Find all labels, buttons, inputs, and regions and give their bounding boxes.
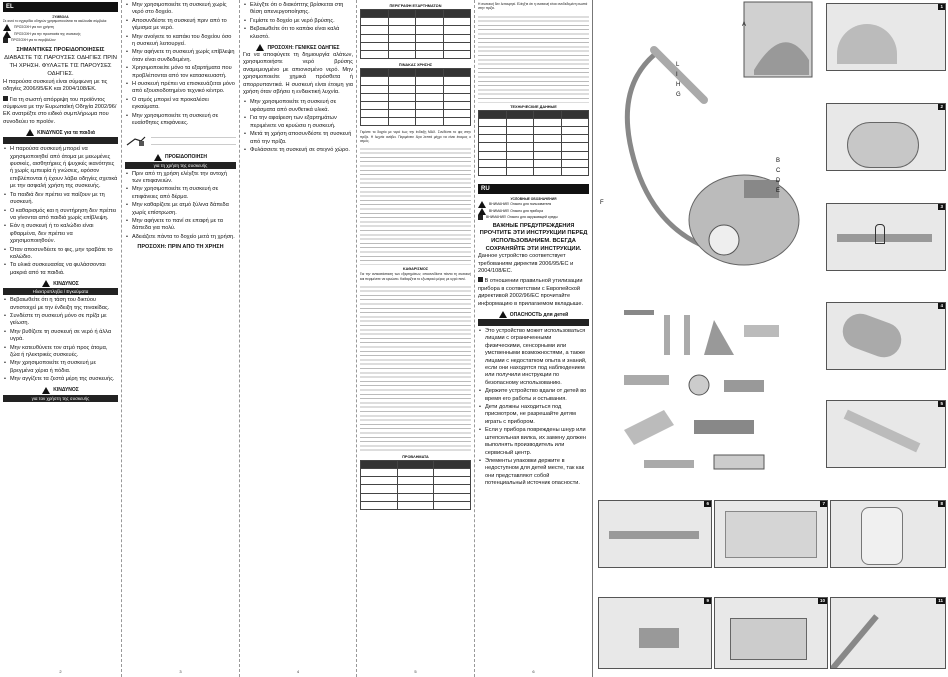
table-cell (479, 151, 507, 159)
bullet-item: • Μην χρησιμοποιείτε τη συσκευή σε επιφάνειες από δέρμα. (125, 186, 236, 201)
table-cell (534, 135, 562, 143)
table-cell (361, 118, 389, 126)
warning-icon (478, 208, 486, 215)
bullet-item: • Μην χρησιμοποιείτε τη συσκευή σε ευαίσθητες επιφάνειες. (125, 113, 236, 128)
figure-8: 8 (830, 500, 946, 568)
label-c: C (776, 168, 781, 174)
bullet-list (478, 328, 589, 488)
table-cell (416, 50, 444, 58)
table-cell (443, 34, 471, 42)
table-cell (416, 34, 444, 42)
column-4 (357, 0, 475, 677)
label-f: F (600, 200, 604, 206)
table-cell (397, 469, 434, 477)
bullet-item: • Όταν αποσυνδέετε το φις, μην τραβάτε το καλώδιο. (3, 247, 118, 262)
figure-1: 1 (826, 3, 946, 71)
symbols-heading: ΣΥΜΒΟΛΑ (52, 15, 69, 19)
table-row (361, 493, 471, 501)
table-row (361, 42, 471, 50)
table-row (361, 10, 471, 18)
bullet-item: • Πριν από τη χρήση ελέγξτε την αντοχή των επιφανειών. (125, 171, 236, 186)
danger-subtitle: Ηλεκτροπληξία / Εγκαύματα (3, 288, 118, 295)
table-cell (443, 10, 471, 18)
bullet-item: • Держите устройство вдали от детей во время его работы и остывания. (478, 388, 589, 403)
warning-subtitle: για τη χρήση της συσκευής (125, 162, 236, 169)
table-cell (561, 118, 589, 126)
symbol-row: ВНИМАНИЕ! Опасно для окружающей среды (478, 215, 589, 220)
important-warnings-title: ΣΗΜΑΝΤΙΚΕΣ ΠΡΟΕΙΔΟΠΟΙΗΣΕΙΣ (16, 46, 105, 53)
table-cell (416, 42, 444, 50)
recycle-icon (478, 215, 483, 220)
troubleshooting-table (360, 460, 471, 510)
table-cell (388, 50, 416, 58)
bullet-list (125, 2, 236, 128)
environment-note: Για τη σωστή απόρριψη του προϊόντος σύμφωνα με την Ευρωπαϊκή Οδηγία 2002/96/ΕΚ ανατρέξτε στο ειδικό συμπλήρωμα που συνοδεύει το προϊόν. (3, 96, 117, 125)
table-cell (397, 493, 434, 501)
bullet-item: • Μην κατευθύνετε τον ατμό προς άτομα, ζώα ή ηλεκτρικές συσκευές. (3, 345, 118, 360)
table-cell (506, 118, 534, 126)
accessory (694, 420, 754, 434)
table-cell (388, 77, 416, 85)
bullet-item: • Τα παιδιά δεν πρέπει να παίζουν με τη συσκευή. (3, 192, 118, 207)
bullet-list (3, 297, 118, 383)
table-row (361, 77, 471, 85)
table-title: ΚΑΘΑΡΙΣΜΟΣ (402, 267, 429, 272)
bullet-item: • Μην χρησιμοποιείτε τη συσκευή χωρίς νερό στο δοχείο. (125, 2, 236, 17)
directive-note: Η παρούσα συσκευή είναι σύμφωνη με τις οδηγίες 2006/95/ΕΚ και 2004/108/ΕΚ. (3, 78, 108, 93)
table-cell (479, 135, 507, 143)
table-cell (443, 110, 471, 118)
table-cell (397, 485, 434, 493)
bullet-item: • Συνδέστε τη συσκευή μόνο σε πρίζα με γείωση. (3, 313, 118, 328)
caution-heading: ΠΡΟΣΟΧΗ: ΠΡΙΝ ΑΠΟ ΤΗ ΧΡΗΣΗ (137, 244, 224, 251)
page-number: 6 (532, 669, 535, 674)
steam-cleaner-figure (594, 0, 814, 300)
table-row (361, 85, 471, 93)
table-cell (361, 85, 389, 93)
table-row (479, 135, 589, 143)
wheel (709, 225, 739, 255)
table-cell (506, 110, 534, 118)
bullet-item: • Γεμίστε το δοχείο με νερό βρύσης. (243, 18, 353, 25)
table-cell (534, 143, 562, 151)
table-row (361, 118, 471, 126)
label-i: I (676, 72, 678, 78)
table-title: ТЕХНИЧЕСКИЕ ДАННЫЕ (510, 104, 557, 109)
handle (744, 180, 779, 198)
accessory (644, 460, 694, 468)
environment-note: В отношении правильной утилизации прибора в соответствии с Европейской директивой 2002/96/ЕС прочитайте информацию в прилагаемом вкладыше. (478, 278, 584, 307)
table-cell (361, 469, 398, 477)
bin-icon (478, 277, 483, 282)
column-1 (0, 0, 122, 677)
warning-icon (3, 31, 11, 38)
table-cell (443, 42, 471, 50)
table-row (361, 18, 471, 26)
table-cell (361, 460, 398, 468)
table-cell (506, 126, 534, 134)
page-number: 4 (296, 669, 300, 674)
table-cell (388, 10, 416, 18)
table-row (479, 159, 589, 167)
bullet-item: • Μην αγγίζετε τα ζεστά μέρη της συσκευής. (3, 376, 118, 383)
cleaning-text: Για την αντικατάσταση των εξαρτημάτων, αποσυνδέστε πάντα τη συσκευή και περιμένετε να κρυώσει. Καθαρίζετε το εξωτερικό μέρος με υγρό πανί. (360, 272, 471, 281)
warning-icon (3, 24, 11, 31)
table-cell (416, 118, 444, 126)
table-cell (561, 110, 589, 118)
table-row (479, 151, 589, 159)
table-row (361, 110, 471, 118)
warning-heading: ΠΡΟΕΙΔΟΠΟΙΗΣΗ (125, 154, 236, 161)
table-cell (443, 93, 471, 101)
column-2 (122, 0, 240, 677)
table-cell (434, 469, 471, 477)
bullet-item: • Μην αφήνετε τη συσκευή χωρίς επίβλεψη όταν είναι συνδεδεμένη. (125, 49, 236, 64)
warning-icon (26, 129, 34, 136)
table-cell (416, 93, 444, 101)
bullet-item: • Ελέγξτε ότι ο διακόπτης βρίσκεται στη θέση απενεργοποίησης. (243, 2, 353, 17)
bullet-item: • Ο καθαρισμός και η συντήρηση δεν πρέπει να γίνονται από παιδιά χωρίς επίβλεψη. (3, 208, 118, 223)
table-title: ΠΙΝΑΚΑΣ ΧΡΗΣΗΣ (398, 63, 433, 68)
table-cell (443, 50, 471, 58)
label-a: A (742, 22, 747, 28)
table-cell (361, 10, 389, 18)
bullet-item: • Μετά τη χρήση αποσυνδέστε τη συσκευή από την πρίζα. (243, 131, 353, 146)
table-cell (416, 77, 444, 85)
table-cell (534, 151, 562, 159)
figure-9: 9 (598, 597, 712, 669)
accessory (684, 315, 690, 355)
table-cell (361, 93, 389, 101)
bullet-item: • Ο ατμός μπορεί να προκαλέσει εγκαύματα. (125, 97, 236, 112)
technical-table (478, 110, 589, 177)
table-cell (361, 18, 389, 26)
table-cell (416, 69, 444, 77)
bullet-item: • Φυλάσσετε τη συσκευή σε στεγνό χώρο. (243, 147, 353, 154)
danger-heading: ΚΙΝΔΥΝΟΣ για τα παιδιά (3, 129, 118, 136)
recycle-icon (3, 38, 8, 43)
table-cell (479, 118, 507, 126)
bullet-item: • Η συσκευή πρέπει να επισκευάζεται μόνο από εξουσιοδοτημένο τεχνικό κέντρο. (125, 81, 236, 96)
figure-3: 3 (826, 203, 946, 271)
table-cell (561, 159, 589, 167)
table-cell (388, 69, 416, 77)
table-cell (397, 460, 434, 468)
table-cell (416, 10, 444, 18)
important-lead: ΔΙΑΒΑΣΤΕ ΤΙΣ ΠΑΡΟΥΣΕΣ ΟΔΗΓΙΕΣ ΠΡΙΝ ΤΗ ΧΡΗΣΗ. ΦΥΛΑΞΤΕ ΤΙΣ ΠΑΡΟΥΣΕΣ ΟΔΗΓΙΕΣ. (4, 54, 117, 78)
bullet-item: • Μην χρησιμοποιείτε τη συσκευή σε υφάσματα από συνθετικά υλικά. (243, 99, 353, 114)
hand-illustration-row (125, 131, 236, 151)
bullet-item: • Βεβαιωθείτε ότι το καπάκι είναι καλά κλειστό. (243, 26, 353, 41)
table-cell (361, 477, 398, 485)
table-row (361, 460, 471, 468)
table-cell (479, 126, 507, 134)
usage-table (360, 68, 471, 126)
table-row (479, 126, 589, 134)
bullet-item: • Η παρούσα συσκευή μπορεί να χρησιμοποιηθεί από άτομα με μειωμένες φυσικές, αισθητήριες ή ψυχικές ικανότητες ή χωρίς εμπειρία ή γνώσεις, εφόσον επιβλέπονται ή έχουν λάβει οδηγίες σχετικά με την ασφαλή χρήση της συσκευής. (3, 146, 118, 190)
table-cell (534, 159, 562, 167)
table-cell (397, 477, 434, 485)
table-title: ΠΕΡΙΓΡΑΦΗ ΕΞΑΡΤΗΜΑΤΩΝ (389, 4, 442, 8)
directive-note: Данное устройство соответствует требованиям директив 2006/95/ЕС и 2004/108/ЕС. (478, 253, 574, 274)
table-row (361, 477, 471, 485)
figure-4: 4 (826, 302, 946, 370)
table-cell (416, 26, 444, 34)
table-row (361, 26, 471, 34)
table-cell (416, 110, 444, 118)
figure-10: 10 (714, 597, 828, 669)
text-block (478, 13, 589, 103)
accessory (714, 455, 764, 469)
warning-icon (42, 280, 50, 287)
bullet-item: • Дети должны находиться под присмотром, не разрешайте детям играть с прибором. (478, 404, 589, 426)
figure-2: 2 (826, 103, 946, 171)
caution-heading: ΠΡΟΣΟΧΗ: ΓΕΝΙΚΕΣ ΟΔΗΓΙΕΣ (243, 44, 353, 51)
important-warnings-title: ВАЖНЫЕ ПРЕДУПРЕЖДЕНИЯ (492, 223, 575, 230)
figure-11: 11 (830, 597, 946, 669)
table-cell (561, 126, 589, 134)
table-cell (479, 143, 507, 151)
symbol-row: ВНИМАНИЕ! Опасно для пользователя (478, 201, 589, 208)
bullet-item: • Μην χρησιμοποιείτε τη συσκευή με βρεγμένα χέρια ή πόδια. (3, 360, 118, 375)
table-cell (434, 477, 471, 485)
symbol-row: ΠΡΟΣΟΧΗ για τον χρήστη (3, 24, 118, 31)
accessory (664, 315, 670, 355)
warning-icon (42, 387, 50, 394)
column-3 (240, 0, 357, 677)
page-number: 3 (179, 669, 182, 674)
accessory (624, 375, 669, 385)
page-number: 2 (59, 669, 62, 674)
bullet-list (125, 171, 236, 242)
table-cell (434, 460, 471, 468)
table-cell (361, 77, 389, 85)
table-title: ΠΡΟΒΛΗΜΑΤΑ (402, 454, 429, 459)
bullet-item: • Μην καθαρίζετε με ατμό ξύλινα δάπεδα χωρίς επίστρωση. (125, 202, 236, 217)
table-cell (361, 101, 389, 109)
table-cell (388, 42, 416, 50)
bullet-item: • Αποσυνδέστε τη συσκευή πριν από το γέμισμα με νερό. (125, 18, 236, 33)
table-cell (388, 85, 416, 93)
table-cell (561, 135, 589, 143)
table-cell (443, 18, 471, 26)
bin-icon (3, 96, 8, 101)
table-cell (561, 167, 589, 175)
table-cell (361, 42, 389, 50)
table-cell (561, 143, 589, 151)
accessory (624, 310, 654, 315)
table-cell (416, 85, 444, 93)
page-number: 5 (414, 669, 417, 674)
accessories-figure (604, 300, 804, 490)
table-cell (506, 151, 534, 159)
table-cell (479, 159, 507, 167)
table-cell (388, 118, 416, 126)
table-cell (534, 126, 562, 134)
table-cell (361, 34, 389, 42)
table-cell (434, 501, 471, 509)
bullet-item: • Μην βυθίζετε τη συσκευή σε νερό ή άλλα υγρά. (3, 329, 118, 344)
danger-heading: ΚΙΝΔΥΝΟΣ (3, 280, 118, 287)
text-block (360, 145, 471, 265)
table-cell (361, 69, 389, 77)
figure-6: 6 (598, 500, 712, 568)
symbol-row: ΠΡΟΣΟΧΗ για το περιβάλλον (3, 38, 118, 43)
general-instructions: Για να αποφύγετε τη δημιουργία αλάτων, χρησιμοποιήστε νερό βρύσης αναμεμειγμένο με απιονισμένο νερό. Μην χρησιμοποιείτε χημικά πρόσθετα ή απορρυπαντικά. Η συσκευή είναι έτοιμη για χρήση όταν σβήσει η ενδεικτική λυχνία. (243, 52, 353, 96)
figure-7: 7 (714, 500, 828, 568)
figure-5: 5 (826, 400, 946, 468)
table-row (479, 118, 589, 126)
label-l: L (676, 62, 680, 68)
bullet-item: • Χρησιμοποιείτε μόνο τα εξαρτήματα που προβλέπονται από τον κατασκευαστή. (125, 65, 236, 80)
section-bar (3, 137, 118, 144)
bullet-item: • Βεβαιωθείτε ότι η τάση του δικτύου αντιστοιχεί με την ένδειξη της πινακίδας. (3, 297, 118, 312)
bullet-item: • Εάν η συσκευή ή το καλώδιο είναι φθαρμένα, δεν πρέπει να χρησιμοποιηθούν. (3, 223, 118, 245)
bullet-item: • Μην ανοίγετε το καπάκι του δοχείου όσο η συσκευή λειτουργεί. (125, 34, 236, 49)
symbol-row: ВНИМАНИЕ! Опасно для прибора (478, 208, 589, 215)
usage-text: Γεμίστε το δοχείο με νερό έως την ένδειξη MAX. Συνδέστε το φις στην πρίζα. Η λυχνία ανάβει. Περιμένετε λίγα λεπτά μέχρι να είναι έτοιμος ο ατμός. (360, 130, 471, 144)
table-cell (561, 151, 589, 159)
label-h: H (676, 82, 681, 88)
table-row (479, 143, 589, 151)
column-5 (475, 0, 593, 677)
top-text: Η συσκευή δεν λειτουργεί. Ελέγξτε ότι η συσκευή είναι συνδεδεμένη σωστά στην πρίζα. (478, 2, 588, 11)
bullet-item: • Это устройство может использоваться лицами с ограниченными физическими, сенсорными или умственными возможностями, а также лицами с недостатком опыта и знаний, если они находятся под наблюдением или получили инструкции по безопасному использованию. (478, 328, 589, 387)
table-row (361, 93, 471, 101)
table-row (361, 501, 471, 509)
text-block (360, 283, 471, 453)
danger-heading: ОПАСНОСТЬ для детей (478, 311, 589, 318)
warning-icon (478, 201, 486, 208)
table-row (361, 101, 471, 109)
symbols-heading: УСЛОВНЫЕ ОБОЗНАЧЕНИЯ (510, 197, 557, 202)
label-g: G (676, 92, 681, 98)
accessory (724, 380, 764, 392)
bullet-item: • Если у прибора повреждены шнур или штепсельная вилка, их замену должен выполнять производитель или сервисный центр. (478, 427, 589, 457)
bullet-item: • Μην αφήνετε το πανί σε επαφή με τα δάπεδα για πολύ. (125, 218, 236, 233)
symbol-row: ΠΡΟΣΟΧΗ για την προστασία της συσκευής (3, 31, 118, 38)
table-cell (388, 18, 416, 26)
bullet-list (243, 2, 353, 41)
bullet-list (3, 146, 118, 277)
danger-heading: ΚΙΝΔΥΝΟΣ (3, 387, 118, 394)
table-cell (443, 85, 471, 93)
table-cell (506, 159, 534, 167)
danger-subtitle: για τον χρήστη της συσκευής (3, 395, 118, 402)
table-row (361, 34, 471, 42)
illustration-area (594, 0, 948, 677)
table-cell (434, 485, 471, 493)
table-row (479, 167, 589, 175)
table-cell (443, 69, 471, 77)
label-b: B (776, 158, 781, 164)
table-cell (388, 110, 416, 118)
table-cell (534, 110, 562, 118)
bullet-list (243, 99, 353, 154)
table-row (361, 69, 471, 77)
bullet-item: • Элементы упаковки держите в недоступном для детей месте, так как они представляют собой потенциальный источник опасности. (478, 458, 589, 488)
section-bar (478, 319, 589, 326)
table-row (361, 485, 471, 493)
hand-plug-icon (125, 133, 147, 149)
bullet-item: • Αδειάζετε πάντα το δοχείο μετά τη χρήση. (125, 234, 236, 241)
table-cell (397, 501, 434, 509)
table-cell (361, 493, 398, 501)
table-cell (361, 485, 398, 493)
table-cell (388, 34, 416, 42)
bullet-item: • Για την αφαίρεση των εξαρτημάτων περιμένετε να κρυώσει η συσκευή. (243, 115, 353, 130)
label-d: D (776, 178, 781, 184)
table-cell (388, 26, 416, 34)
table-cell (416, 18, 444, 26)
accessory (704, 320, 734, 355)
table-cell (388, 101, 416, 109)
table-cell (434, 493, 471, 501)
table-cell (479, 110, 507, 118)
table-cell (361, 50, 389, 58)
table-cell (443, 77, 471, 85)
table-cell (443, 26, 471, 34)
text-block (151, 131, 236, 151)
bullet-item: • Τα υλικά συσκευασίας να φυλάσσονται μακριά από τα παιδιά. (3, 262, 118, 277)
table-row (479, 110, 589, 118)
warning-icon (499, 311, 507, 318)
table-cell (534, 118, 562, 126)
table-cell (361, 26, 389, 34)
symbols-intro: Σε αυτό το εγχειρίδιο οδηγιών χρησιμοποιούνται τα ακόλουθα σύμβολα: (3, 19, 108, 24)
language-tab: EL (3, 2, 118, 12)
language-tab: RU (478, 184, 589, 194)
table-cell (416, 101, 444, 109)
warning-icon (256, 44, 264, 51)
table-row (361, 50, 471, 58)
table-cell (479, 167, 507, 175)
table-cell (388, 93, 416, 101)
label-e: E (776, 188, 781, 194)
accessory (744, 325, 779, 337)
table-cell (506, 135, 534, 143)
warning-icon (154, 154, 162, 161)
accessory (689, 375, 709, 395)
table-cell (361, 501, 398, 509)
table-cell (361, 110, 389, 118)
table-cell (506, 143, 534, 151)
table-cell (443, 101, 471, 109)
table-cell (534, 167, 562, 175)
important-lead: ПРОЧТИТЕ ЭТИ ИНСТРУКЦИИ ПЕРЕД ИСПОЛЬЗОВАНИЕМ. ВСЕГДА СОХРАНЯЙТЕ ЭТИ ИНСТРУКЦИИ. (479, 230, 588, 252)
table-cell (506, 167, 534, 175)
table-cell (443, 118, 471, 126)
parts-table (360, 9, 471, 59)
accessory (624, 410, 674, 445)
table-row (361, 469, 471, 477)
